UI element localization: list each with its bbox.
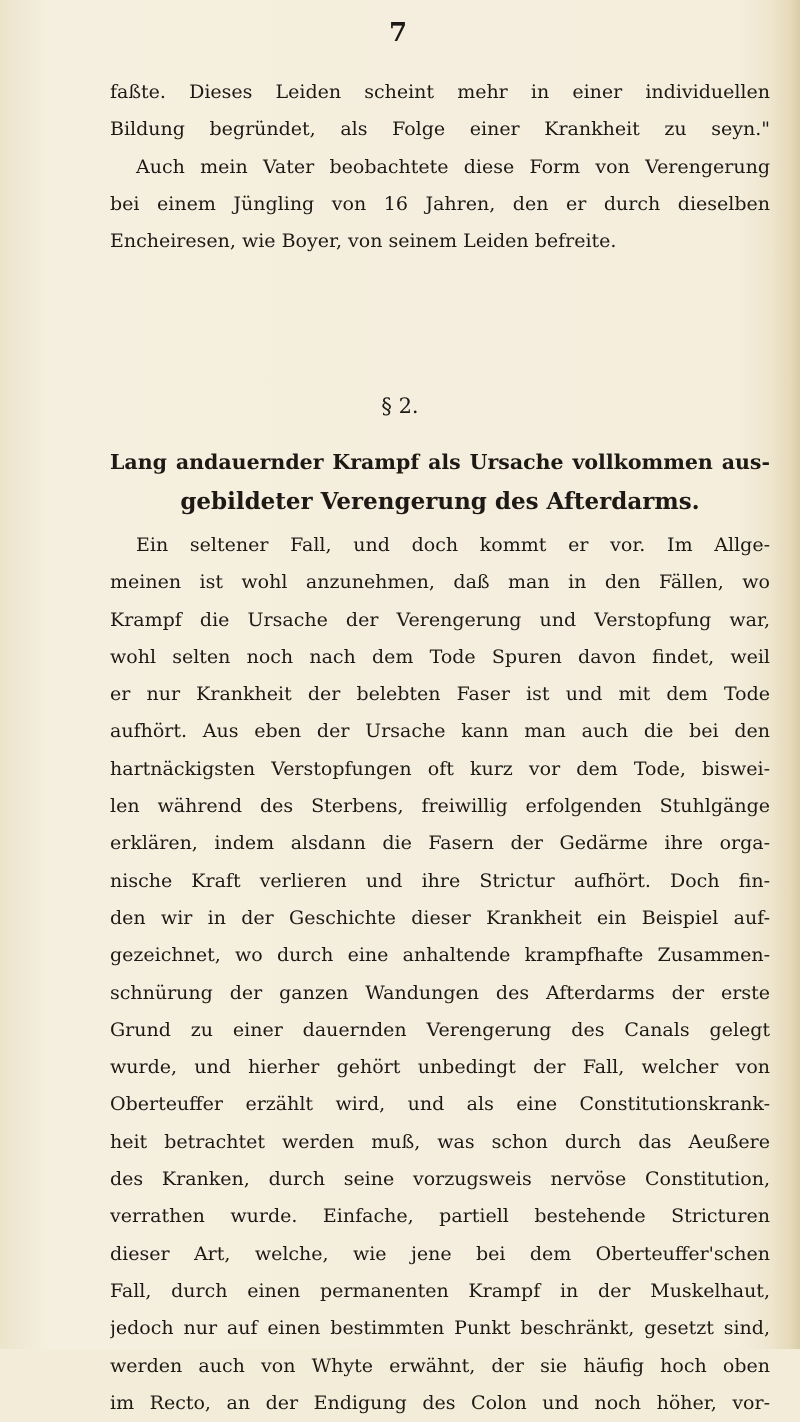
text-line: wurde, und hierher gehört unbedingt der Fall, welcher von xyxy=(110,1056,770,1079)
text-line: meinen ist wohl anzunehmen, daß man in den Fällen, wo xyxy=(110,571,770,594)
text-line: Oberteuffer erzählt wird, und als eine Constitutionskrank- xyxy=(110,1093,770,1116)
paragraph-body xyxy=(110,527,770,1422)
text-line: schnürung der ganzen Wandungen des Afterdarms der erste xyxy=(110,981,770,1004)
text-line: Grund zu einer dauernden Verengerung des Canals gelegt xyxy=(110,1018,770,1041)
text-line: Encheiresen, wie Boyer, von seinem Leiden befreite. xyxy=(110,230,617,253)
text-line: aufhört. Aus eben der Ursache kann man auch die bei den xyxy=(110,720,770,743)
text-line: Krampf die Ursache der Verengerung und Verstopfung war, xyxy=(110,608,770,631)
text-line: nische Kraft verlieren und ihre Strictur aufhört. Doch fin- xyxy=(110,869,770,892)
paragraph-continuation xyxy=(110,74,770,260)
text-line: dieser Art, welche, wie jene bei dem Oberteuffer'schen xyxy=(110,1242,770,1265)
text-line: hartnäckigsten Verstopfungen oft kurz vor dem Tode, biswei- xyxy=(110,757,770,780)
text-line: er nur Krankheit der belebten Faser ist und mit dem Tode xyxy=(110,683,770,706)
text-line: len während des Sterbens, freiwillig erfolgenden Stuhlgänge xyxy=(110,795,770,818)
text-line: den wir in der Geschichte dieser Krankheit ein Beispiel auf- xyxy=(110,906,770,929)
heading-line: Lang andauernder Krampf als Ursache vollkommen aus- xyxy=(110,450,770,474)
section-number: § 2. xyxy=(381,394,419,418)
text-line: bei einem Jüngling von 16 Jahren, den er durch dieselben xyxy=(110,192,770,215)
text-line: verrathen wurde. Einfache, partiell bestehende Stricturen xyxy=(110,1205,770,1228)
text-line: im Recto, an der Endigung des Colon und noch höher, vor- xyxy=(110,1391,770,1414)
text-line: des Kranken, durch seine vorzugsweis nervöse Constitution, xyxy=(110,1168,770,1191)
text-line: Ein seltener Fall, und doch kommt er vor. Im Allge- xyxy=(136,534,770,556)
text-line: erklären, indem alsdann die Fasern der Gedärme ihre orga- xyxy=(110,832,770,855)
text-line: faßte. Dieses Leiden scheint mehr in einer individuellen xyxy=(110,81,770,103)
text-line: Bildung begründet, als Folge einer Krankheit zu seyn." xyxy=(110,118,770,141)
text-line: heit betrachtet werden muß, was schon durch das Aeußere xyxy=(110,1130,770,1153)
text-line: gezeichnet, wo durch eine anhaltende krampfhafte Zusammen- xyxy=(110,944,770,967)
page-edge-shadow xyxy=(772,0,800,1349)
section-heading xyxy=(110,442,770,522)
text-line: Fall, durch einen permanenten Krampf in der Muskelhaut, xyxy=(110,1279,770,1302)
text-line: werden auch von Whyte erwähnt, der sie häufig hoch oben xyxy=(110,1354,770,1377)
heading-line: gebildeter Verengerung des Afterdarms. xyxy=(180,488,700,515)
text-line: jedoch nur auf einen bestimmten Punkt beschränkt, gesetzt sind, xyxy=(110,1317,770,1340)
page-number: 7 xyxy=(388,18,408,48)
text-line: Auch mein Vater beobachtete diese Form von Verengerung xyxy=(136,155,770,178)
text-line: wohl selten noch nach dem Tode Spuren davon findet, weil xyxy=(110,645,770,668)
